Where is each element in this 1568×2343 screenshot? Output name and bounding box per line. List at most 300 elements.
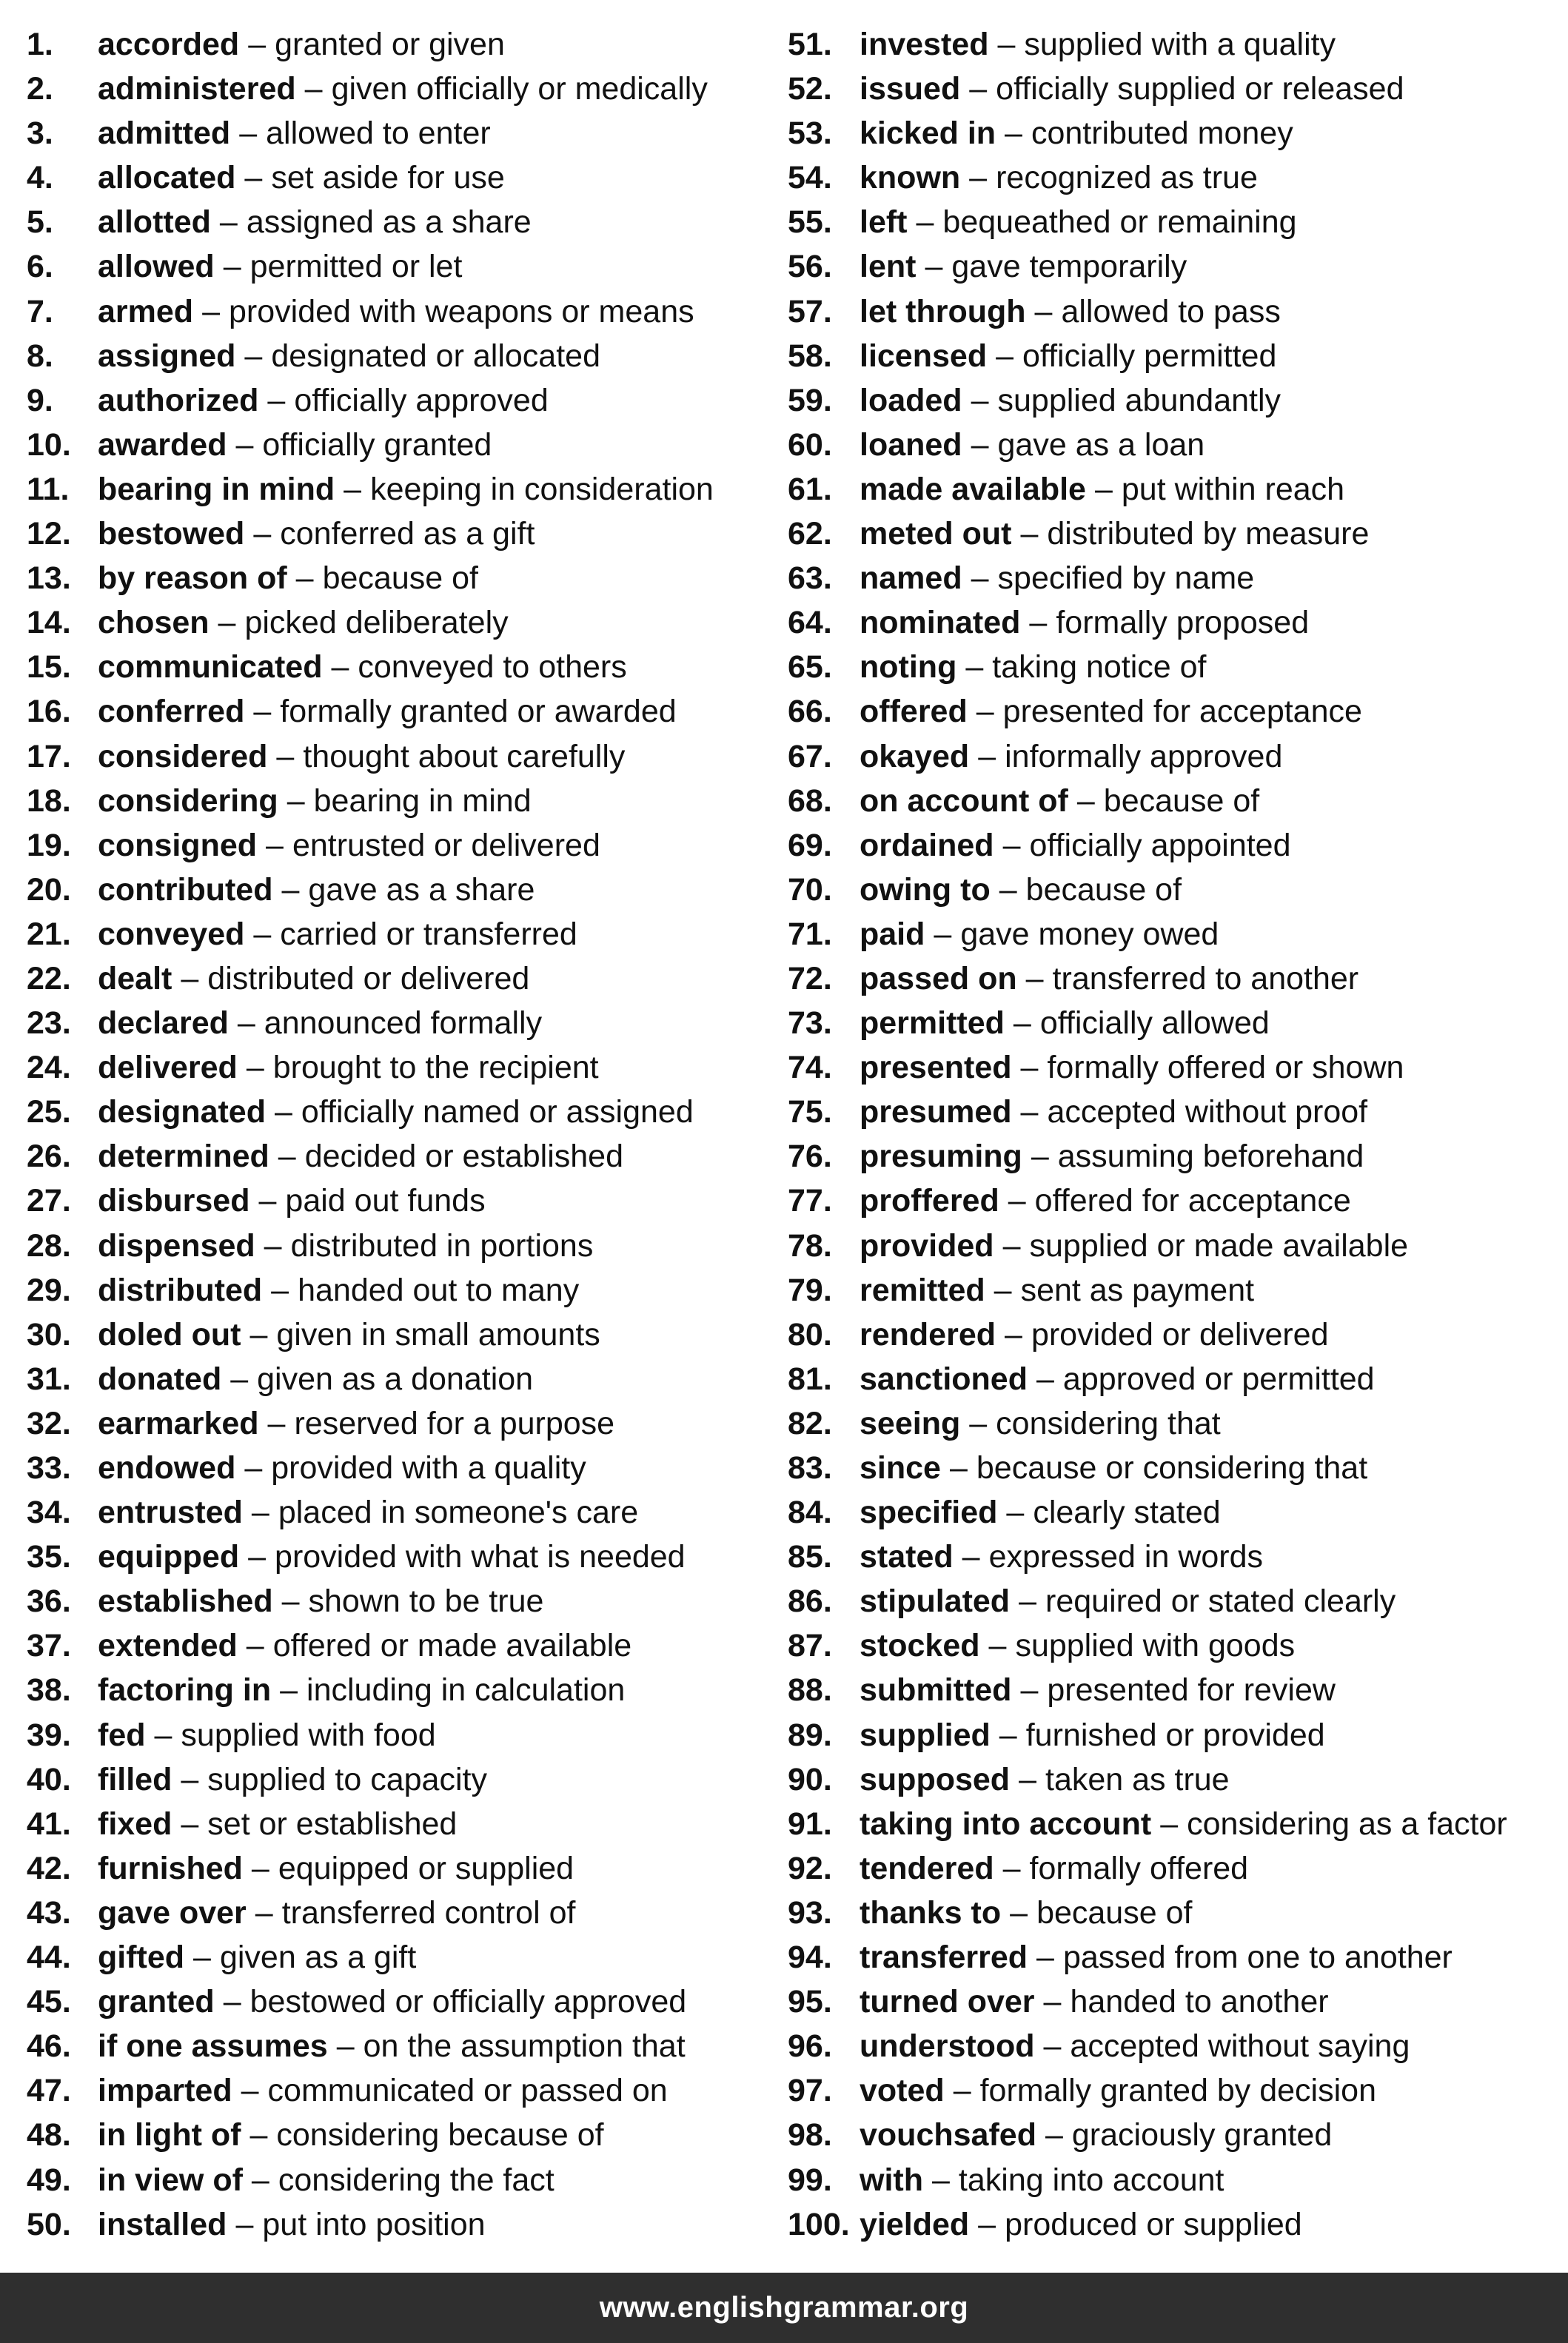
entry-separator: – bbox=[997, 27, 1016, 62]
entry-term: fed bbox=[98, 1717, 146, 1753]
entry-term: vouchsafed bbox=[860, 2117, 1036, 2153]
list-item bbox=[27, 600, 774, 645]
list-item bbox=[27, 1579, 774, 1623]
list-item bbox=[788, 289, 1568, 334]
entry-definition: assigned as a share bbox=[246, 204, 532, 241]
entry-number: 45. bbox=[27, 1984, 71, 2020]
entry-term: on account of bbox=[860, 782, 1068, 819]
entry-term: loaded bbox=[860, 382, 962, 418]
entry-number: 34. bbox=[27, 1495, 71, 1531]
list-item bbox=[788, 244, 1568, 289]
entry-separator: – bbox=[266, 827, 284, 863]
entry-term: presumed bbox=[860, 1094, 1012, 1130]
entry-separator: – bbox=[235, 426, 254, 463]
entry-term: entrusted bbox=[98, 1495, 243, 1531]
entry-definition: handed to another bbox=[1070, 1984, 1329, 2020]
entry-number: 44. bbox=[27, 1940, 71, 1976]
entry-number: 4. bbox=[27, 160, 53, 196]
entry-definition: formally proposed bbox=[1056, 605, 1310, 641]
entry-term: ordained bbox=[860, 827, 994, 863]
entry-definition: taking notice of bbox=[992, 649, 1207, 686]
entry-term: supposed bbox=[860, 1761, 1011, 1797]
entry-number: 83. bbox=[788, 1450, 832, 1486]
entry-separator: – bbox=[1002, 827, 1021, 863]
entry-separator: – bbox=[1045, 2117, 1063, 2153]
entry-separator: – bbox=[969, 71, 988, 107]
entry-number: 27. bbox=[27, 1183, 71, 1219]
entry-term: allotted bbox=[98, 204, 211, 241]
entry-definition: keeping in consideration bbox=[370, 471, 714, 507]
entry-separator: – bbox=[249, 1316, 268, 1352]
entry-number: 2. bbox=[27, 71, 53, 107]
entry-separator: – bbox=[255, 1894, 273, 1931]
entry-separator: – bbox=[988, 1628, 1007, 1664]
list-item bbox=[788, 467, 1568, 512]
entry-definition: carried or transferred bbox=[280, 916, 577, 952]
entry-number: 11. bbox=[27, 471, 70, 507]
entry-separator: – bbox=[181, 1806, 199, 1842]
entry-definition: bestowed or officially approved bbox=[249, 1984, 687, 2020]
list-item bbox=[788, 2113, 1568, 2157]
entry-number: 58. bbox=[788, 338, 832, 374]
entry-definition: provided or delivered bbox=[1031, 1316, 1329, 1352]
entry-term: endowed bbox=[98, 1450, 236, 1486]
entry-term: stocked bbox=[860, 1628, 980, 1664]
entry-number: 38. bbox=[27, 1672, 71, 1709]
entry-definition: provided with what is needed bbox=[275, 1539, 686, 1575]
entry-term: let through bbox=[860, 293, 1026, 329]
entry-separator: – bbox=[280, 1672, 298, 1709]
entry-definition: supplied to capacity bbox=[207, 1761, 487, 1797]
entry-definition: distributed or delivered bbox=[207, 960, 530, 996]
entry-number: 35. bbox=[27, 1539, 71, 1575]
entry-term: imparted bbox=[98, 2073, 232, 2109]
list-item bbox=[788, 1090, 1568, 1134]
entry-term: paid bbox=[860, 916, 925, 952]
list-item bbox=[27, 823, 774, 868]
entry-number: 20. bbox=[27, 871, 71, 908]
entry-separator: – bbox=[248, 1539, 267, 1575]
entry-term: okayed bbox=[860, 738, 970, 774]
entry-term: issued bbox=[860, 71, 961, 107]
entry-number: 17. bbox=[27, 738, 71, 774]
entry-definition: because of bbox=[322, 560, 478, 597]
entry-separator: – bbox=[1034, 293, 1053, 329]
entry-number: 42. bbox=[27, 1850, 71, 1886]
entry-term: equipped bbox=[98, 1539, 240, 1575]
entry-number: 53. bbox=[788, 115, 832, 152]
entry-definition: gave as a share bbox=[308, 871, 535, 908]
entry-definition: brought to the recipient bbox=[272, 1050, 599, 1086]
entry-separator: – bbox=[1025, 960, 1044, 996]
entry-definition: considering that bbox=[996, 1405, 1221, 1441]
entry-definition: decided or established bbox=[304, 1139, 623, 1175]
entry-term: armed bbox=[98, 293, 194, 329]
entry-number: 61. bbox=[788, 471, 832, 507]
entry-number: 65. bbox=[788, 649, 832, 686]
entry-definition: expressed in words bbox=[988, 1539, 1264, 1575]
entry-separator: – bbox=[281, 871, 300, 908]
entry-term: extended bbox=[98, 1628, 238, 1664]
list-item bbox=[27, 1268, 774, 1313]
list-item bbox=[27, 2113, 774, 2157]
entry-definition: considering the fact bbox=[278, 2162, 555, 2198]
list-item bbox=[788, 1846, 1568, 1891]
entry-definition: offered for acceptance bbox=[1034, 1183, 1351, 1219]
entry-number: 7. bbox=[27, 293, 53, 329]
list-item bbox=[788, 1357, 1568, 1401]
entry-definition: produced or supplied bbox=[1005, 2206, 1302, 2242]
entry-number: 9. bbox=[27, 382, 53, 418]
list-item bbox=[788, 378, 1568, 423]
entry-number: 12. bbox=[27, 516, 71, 552]
entry-term: granted bbox=[98, 1984, 215, 2020]
entry-separator: – bbox=[219, 204, 238, 241]
entry-definition: passed from one to another bbox=[1062, 1940, 1453, 1976]
entry-number: 41. bbox=[27, 1806, 71, 1842]
list-item bbox=[27, 1134, 774, 1179]
list-item bbox=[27, 2202, 774, 2247]
list-item bbox=[788, 1224, 1568, 1268]
entry-term: furnished bbox=[98, 1850, 243, 1886]
list-item bbox=[788, 689, 1568, 734]
entry-separator: – bbox=[251, 1495, 269, 1531]
entry-number: 56. bbox=[788, 249, 832, 285]
entry-definition: supplied or made available bbox=[1029, 1227, 1409, 1264]
entry-separator: – bbox=[218, 605, 236, 641]
entry-separator: – bbox=[237, 1005, 255, 1042]
word-list bbox=[0, 22, 1568, 2258]
list-item bbox=[27, 1623, 774, 1668]
entry-number: 73. bbox=[788, 1005, 832, 1042]
entry-term: allocated bbox=[98, 160, 236, 196]
list-item bbox=[788, 1134, 1568, 1179]
entry-number: 86. bbox=[788, 1583, 832, 1620]
entry-number: 52. bbox=[788, 71, 832, 107]
list-item bbox=[788, 1313, 1568, 1357]
list-item bbox=[27, 956, 774, 1001]
entry-separator: – bbox=[1008, 1183, 1026, 1219]
entry-definition: transferred to another bbox=[1052, 960, 1359, 996]
entry-term: dispensed bbox=[98, 1227, 255, 1264]
list-item bbox=[27, 912, 774, 956]
entry-definition: provided with weapons or means bbox=[229, 293, 694, 329]
list-item bbox=[27, 1980, 774, 2024]
entry-term: established bbox=[98, 1583, 273, 1620]
list-item bbox=[788, 956, 1568, 1001]
entry-definition: because of bbox=[1103, 782, 1260, 819]
entry-separator: – bbox=[994, 1272, 1012, 1308]
entry-number: 89. bbox=[788, 1717, 832, 1753]
list-item bbox=[788, 2202, 1568, 2247]
entry-definition: transferred control of bbox=[281, 1894, 576, 1931]
entry-term: remitted bbox=[860, 1272, 985, 1308]
entry-separator: – bbox=[344, 471, 362, 507]
entry-separator: – bbox=[244, 338, 263, 374]
entry-term: if one assumes bbox=[98, 2028, 328, 2065]
entry-separator: – bbox=[1094, 471, 1113, 507]
entry-term: taking into account bbox=[860, 1806, 1152, 1842]
entry-term: known bbox=[860, 160, 961, 196]
entry-separator: – bbox=[271, 1272, 289, 1308]
entry-term: declared bbox=[98, 1005, 229, 1042]
list-item bbox=[27, 1446, 774, 1490]
entry-number: 8. bbox=[27, 338, 53, 374]
entry-separator: – bbox=[246, 1050, 264, 1086]
entry-term: rendered bbox=[860, 1316, 996, 1352]
list-item bbox=[27, 334, 774, 378]
entry-definition: set or established bbox=[207, 1806, 458, 1842]
list-item bbox=[788, 67, 1568, 111]
entry-definition: bearing in mind bbox=[313, 782, 532, 819]
entry-separator: – bbox=[241, 2073, 259, 2109]
entry-separator: – bbox=[267, 1405, 286, 1441]
entry-separator: – bbox=[969, 160, 988, 196]
entry-term: loaned bbox=[860, 426, 962, 463]
list-item bbox=[27, 1490, 774, 1535]
entry-separator: – bbox=[999, 1717, 1017, 1753]
entry-number: 37. bbox=[27, 1628, 71, 1664]
list-item bbox=[788, 1713, 1568, 1757]
entry-separator: – bbox=[1002, 1227, 1021, 1264]
list-item bbox=[788, 1802, 1568, 1846]
list-item bbox=[788, 2068, 1568, 2113]
entry-separator: – bbox=[1005, 1316, 1022, 1352]
entry-definition: furnished or provided bbox=[1025, 1717, 1325, 1753]
entry-number: 79. bbox=[788, 1272, 832, 1308]
list-item bbox=[27, 1401, 774, 1446]
entry-definition: given as a donation bbox=[257, 1361, 534, 1397]
list-item bbox=[788, 734, 1568, 779]
entry-number: 10. bbox=[27, 426, 71, 463]
entry-number: 59. bbox=[788, 382, 832, 418]
list-item bbox=[27, 1357, 774, 1401]
list-item bbox=[27, 67, 774, 111]
entry-number: 25. bbox=[27, 1094, 71, 1130]
entry-term: tendered bbox=[860, 1850, 994, 1886]
entry-separator: – bbox=[1036, 1940, 1054, 1976]
entry-definition: formally granted by decision bbox=[979, 2073, 1376, 2109]
entry-definition: officially appointed bbox=[1029, 827, 1291, 863]
entry-term: consigned bbox=[98, 827, 258, 863]
entry-separator: – bbox=[1020, 1050, 1039, 1086]
entry-number: 87. bbox=[788, 1628, 832, 1664]
entry-separator: – bbox=[1043, 1984, 1062, 2020]
entry-definition: distributed by measure bbox=[1047, 516, 1370, 552]
entry-term: since bbox=[860, 1450, 941, 1486]
entry-term: lent bbox=[860, 249, 917, 285]
entry-number: 33. bbox=[27, 1450, 71, 1486]
entry-number: 16. bbox=[27, 694, 71, 730]
list-item bbox=[27, 734, 774, 779]
entry-definition: required or stated clearly bbox=[1045, 1583, 1396, 1620]
entry-separator: – bbox=[246, 1628, 264, 1664]
entry-separator: – bbox=[331, 649, 349, 686]
entry-term: admitted bbox=[98, 115, 231, 152]
entry-separator: – bbox=[925, 249, 943, 285]
entry-term: thanks to bbox=[860, 1894, 1002, 1931]
list-item bbox=[788, 556, 1568, 600]
entry-definition: considering because of bbox=[276, 2117, 604, 2153]
entry-number: 21. bbox=[27, 916, 71, 952]
entry-number: 68. bbox=[788, 782, 832, 819]
entry-definition: considering as a factor bbox=[1187, 1806, 1507, 1842]
entry-number: 69. bbox=[788, 827, 832, 863]
entry-definition: shown to be true bbox=[308, 1583, 544, 1620]
entry-number: 26. bbox=[27, 1139, 71, 1175]
entry-term: communicated bbox=[98, 649, 323, 686]
list-item bbox=[788, 1490, 1568, 1535]
list-item bbox=[788, 1001, 1568, 1045]
entry-separator: – bbox=[1031, 1139, 1049, 1175]
entry-definition: approved or permitted bbox=[1062, 1361, 1375, 1397]
entry-number: 67. bbox=[788, 738, 832, 774]
entry-definition: officially named or assigned bbox=[301, 1094, 694, 1130]
entry-definition: gave temporarily bbox=[951, 249, 1187, 285]
entry-number: 46. bbox=[27, 2028, 71, 2065]
entry-number: 30. bbox=[27, 1316, 71, 1352]
entry-term: disbursed bbox=[98, 1183, 250, 1219]
entry-separator: – bbox=[235, 2206, 254, 2242]
entry-definition: granted or given bbox=[275, 27, 505, 62]
entry-definition: sent as payment bbox=[1020, 1272, 1255, 1308]
list-item bbox=[788, 1535, 1568, 1579]
entry-definition: officially permitted bbox=[1022, 338, 1277, 374]
list-item bbox=[27, 556, 774, 600]
entry-term: invested bbox=[860, 27, 989, 62]
footer-bar bbox=[0, 2273, 1568, 2343]
entry-definition: formally offered bbox=[1029, 1850, 1249, 1886]
entry-term: conveyed bbox=[98, 916, 245, 952]
entry-number: 96. bbox=[788, 2028, 832, 2065]
entry-term: presuming bbox=[860, 1139, 1022, 1175]
entry-definition: permitted or let bbox=[249, 249, 463, 285]
list-item bbox=[27, 244, 774, 289]
entry-separator: – bbox=[1002, 1850, 1021, 1886]
entry-separator: – bbox=[1005, 115, 1022, 152]
entry-number: 98. bbox=[788, 2117, 832, 2153]
entry-number: 14. bbox=[27, 605, 71, 641]
entry-definition: gave as a loan bbox=[997, 426, 1205, 463]
list-item bbox=[788, 2158, 1568, 2202]
entry-definition: assuming beforehand bbox=[1057, 1139, 1364, 1175]
entry-definition: supplied abundantly bbox=[997, 382, 1281, 418]
list-item bbox=[788, 912, 1568, 956]
entry-term: delivered bbox=[98, 1050, 238, 1086]
entry-definition: handed out to many bbox=[298, 1272, 580, 1308]
entry-number: 85. bbox=[788, 1539, 832, 1575]
entry-number: 47. bbox=[27, 2073, 71, 2109]
list-item bbox=[788, 1268, 1568, 1313]
entry-definition: contributed money bbox=[1031, 115, 1293, 152]
entry-separator: – bbox=[976, 694, 994, 730]
entry-separator: – bbox=[264, 1227, 282, 1264]
entry-number: 13. bbox=[27, 560, 71, 597]
entry-separator: – bbox=[934, 916, 952, 952]
entry-number: 31. bbox=[27, 1361, 71, 1397]
entry-term: made available bbox=[860, 471, 1086, 507]
entry-term: contributed bbox=[98, 871, 273, 908]
entry-term: understood bbox=[860, 2028, 1035, 2065]
list-item bbox=[788, 1891, 1568, 1935]
entry-term: with bbox=[860, 2162, 923, 2198]
list-item bbox=[27, 289, 774, 334]
entry-separator: – bbox=[978, 738, 996, 774]
entry-definition: officially allowed bbox=[1039, 1005, 1270, 1042]
entry-separator: – bbox=[154, 1717, 172, 1753]
list-item bbox=[27, 645, 774, 689]
entry-number: 1. bbox=[27, 27, 53, 62]
entry-term: seeing bbox=[860, 1405, 961, 1441]
entry-number: 57. bbox=[788, 293, 832, 329]
entry-number: 80. bbox=[788, 1316, 832, 1352]
entry-definition: specified by name bbox=[997, 560, 1255, 597]
list-item bbox=[27, 1802, 774, 1846]
entry-term: bestowed bbox=[98, 516, 245, 552]
list-item bbox=[27, 779, 774, 823]
entry-definition: picked deliberately bbox=[244, 605, 509, 641]
entry-number: 66. bbox=[788, 694, 832, 730]
entry-definition: supplied with food bbox=[181, 1717, 436, 1753]
entry-definition: graciously granted bbox=[1071, 2117, 1333, 2153]
entry-term: doled out bbox=[98, 1316, 241, 1352]
entry-separator: – bbox=[999, 871, 1017, 908]
entry-separator: – bbox=[1019, 1583, 1036, 1620]
list-item bbox=[27, 1179, 774, 1223]
entry-number: 24. bbox=[27, 1050, 71, 1086]
entry-separator: – bbox=[244, 160, 263, 196]
entry-separator: – bbox=[275, 1094, 292, 1130]
entry-definition: set aside for use bbox=[271, 160, 505, 196]
entry-definition: conferred as a gift bbox=[280, 516, 535, 552]
list-item bbox=[788, 334, 1568, 378]
entry-number: 77. bbox=[788, 1183, 832, 1219]
footer-url[interactable]: www.englishgrammar.org bbox=[599, 2291, 969, 2324]
entry-term: meted out bbox=[860, 516, 1012, 552]
entry-separator: – bbox=[249, 2117, 268, 2153]
entry-number: 19. bbox=[27, 827, 71, 863]
list-item bbox=[788, 1045, 1568, 1090]
list-item bbox=[788, 645, 1568, 689]
entry-separator: – bbox=[953, 2073, 971, 2109]
entry-number: 18. bbox=[27, 782, 71, 819]
entry-separator: – bbox=[223, 1984, 241, 2020]
entry-definition: allowed to pass bbox=[1061, 293, 1281, 329]
list-item bbox=[788, 155, 1568, 200]
list-item bbox=[788, 1668, 1568, 1712]
entry-term: considering bbox=[98, 782, 278, 819]
entry-number: 28. bbox=[27, 1227, 71, 1264]
entry-number: 99. bbox=[788, 2162, 832, 2198]
list-item bbox=[27, 423, 774, 467]
entry-number: 49. bbox=[27, 2162, 71, 2198]
list-item bbox=[788, 423, 1568, 467]
list-item bbox=[27, 1846, 774, 1891]
entry-term: noting bbox=[860, 649, 957, 686]
entry-separator: – bbox=[281, 1583, 300, 1620]
entry-separator: – bbox=[931, 2162, 950, 2198]
list-item bbox=[27, 1090, 774, 1134]
entry-definition: reserved for a purpose bbox=[294, 1405, 615, 1441]
entry-number: 94. bbox=[788, 1940, 832, 1976]
list-item bbox=[788, 1446, 1568, 1490]
entry-definition: gave money owed bbox=[960, 916, 1219, 952]
list-item bbox=[27, 1045, 774, 1090]
entry-number: 74. bbox=[788, 1050, 832, 1086]
entry-definition: distributed in portions bbox=[290, 1227, 594, 1264]
entry-term: dealt bbox=[98, 960, 172, 996]
entry-separator: – bbox=[1036, 1361, 1054, 1397]
